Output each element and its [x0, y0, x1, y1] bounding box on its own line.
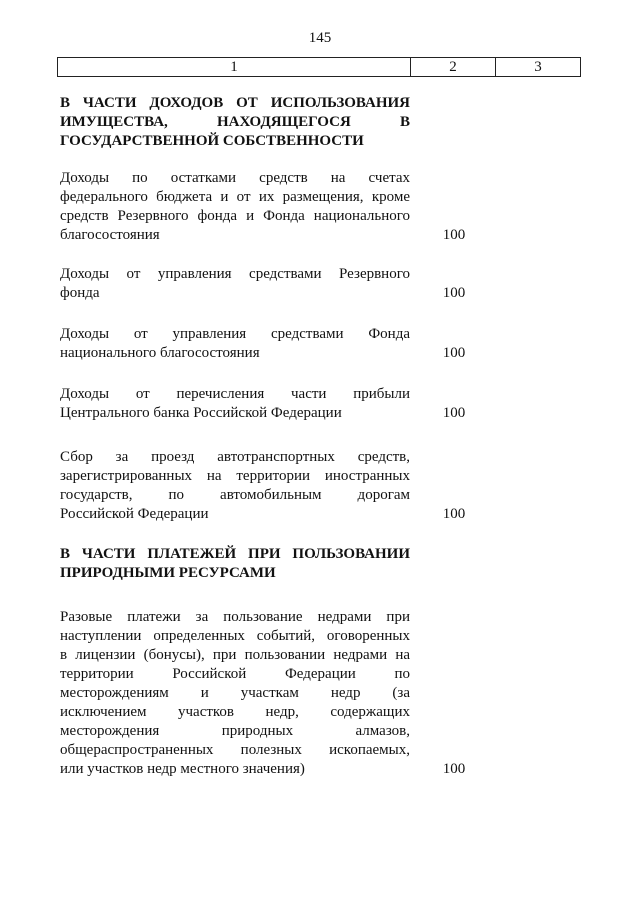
column-2-header: 2	[411, 58, 496, 77]
text-line: наступлении определенных событий, оговоренных	[60, 628, 410, 644]
text-line: ПРИРОДНЫМИ РЕСУРСАМИ	[60, 565, 276, 581]
percentage-value: 100	[442, 345, 466, 361]
text-line: ИМУЩЕСТВА, НАХОДЯЩЕГОСЯ В	[60, 114, 410, 130]
text-line: общераспространенных полезных ископаемых,	[60, 742, 410, 758]
text-line: зарегистрированных на территории иностранных	[60, 468, 410, 484]
text-line: средств Резервного фонда и Фонда национального	[60, 208, 410, 224]
revenue-item-text	[60, 265, 410, 303]
column-3-header: 3	[496, 58, 581, 77]
text-line: национального благосостояния	[60, 345, 260, 361]
revenue-item-text	[60, 169, 410, 245]
text-line: фонда	[60, 285, 100, 301]
text-line: В ЧАСТИ ДОХОДОВ ОТ ИСПОЛЬЗОВАНИЯ	[60, 95, 410, 111]
revenue-item-text	[60, 385, 410, 423]
text-line: государств, по автомобильным дорогам	[60, 487, 410, 503]
text-line: В ЧАСТИ ПЛАТЕЖЕЙ ПРИ ПОЛЬЗОВАНИИ	[60, 546, 410, 562]
text-line: Доходы от управления средствами Фонда	[60, 326, 410, 342]
percentage-value: 100	[442, 405, 466, 421]
table-header-row	[57, 57, 581, 77]
revenue-item-text	[60, 608, 410, 779]
text-line: в лицензии (бонусы), при пользовании недрами на	[60, 647, 410, 663]
text-line: Разовые платежи за пользование недрами при	[60, 609, 410, 625]
text-line: Российской Федерации	[60, 506, 209, 522]
text-line: территории Российской Федерации по	[60, 666, 410, 682]
percentage-value: 100	[442, 285, 466, 301]
text-line: Сбор за проезд автотранспортных средств,	[60, 449, 410, 465]
text-line: Центрального банка Российской Федерации	[60, 405, 342, 421]
column-1-header: 1	[58, 58, 411, 77]
text-line: ГОСУДАРСТВЕННОЙ СОБСТВЕННОСТИ	[60, 133, 364, 149]
text-line: Доходы от перечисления части прибыли	[60, 386, 410, 402]
text-line: месторождениям и участкам недр (за	[60, 685, 410, 701]
text-line: месторождения природных алмазов,	[60, 723, 410, 739]
text-line: Доходы по остатками средств на счетах	[60, 170, 410, 186]
text-line: или участков недр местного значения)	[60, 761, 305, 777]
revenue-item-text	[60, 325, 410, 363]
text-line: исключением участков недр, содержащих	[60, 704, 410, 720]
percentage-value: 100	[442, 761, 466, 777]
text-line: благосостояния	[60, 227, 160, 243]
revenue-item-text	[60, 448, 410, 524]
text-line: Доходы от управления средствами Резервного	[60, 266, 410, 282]
text-line: федерального бюджета и от их размещения, кроме	[60, 189, 410, 205]
section-heading	[60, 545, 410, 583]
page-number: 145	[308, 30, 332, 46]
section-heading	[60, 94, 410, 151]
percentage-value: 100	[442, 506, 466, 522]
percentage-value: 100	[442, 227, 466, 243]
